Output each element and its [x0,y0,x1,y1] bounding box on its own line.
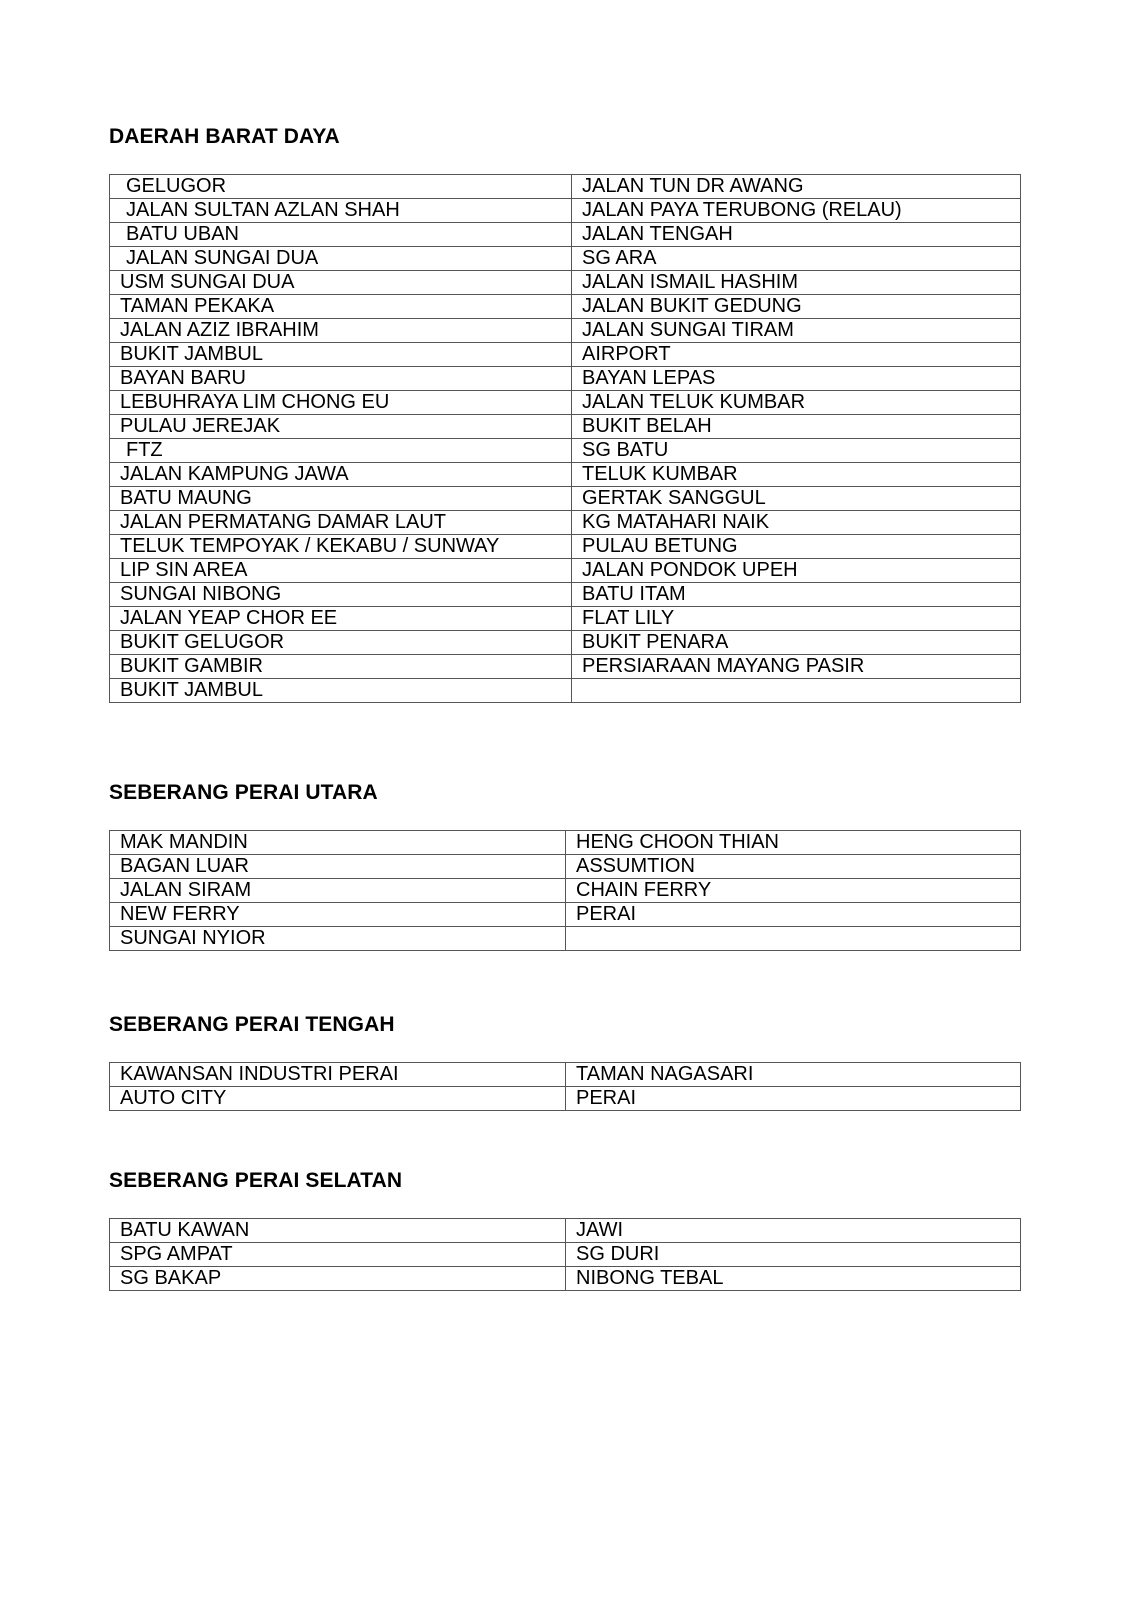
table-row [110,559,1021,583]
area-cell-right: JALAN ISMAIL HASHIM [572,271,1021,295]
area-cell-left: JALAN KAMPUNG JAWA [110,463,572,487]
area-cell-left: BATU UBAN [110,223,572,247]
area-table [109,174,1021,703]
area-cell-right: JALAN TUN DR AWANG [572,175,1021,199]
area-cell-right: PERSIARAAN MAYANG PASIR [572,655,1021,679]
area-cell-right: PERAI [566,903,1021,927]
area-cell-right: FLAT LILY [572,607,1021,631]
table-row [110,583,1021,607]
area-cell-right: JALAN SUNGAI TIRAM [572,319,1021,343]
area-cell-left: JALAN AZIZ IBRAHIM [110,319,572,343]
area-cell-left: BUKIT GELUGOR [110,631,572,655]
table-row [110,879,1021,903]
area-cell-left: GELUGOR [110,175,572,199]
table-row [110,927,1021,951]
area-cell-right: GERTAK SANGGUL [572,487,1021,511]
table-row [110,223,1021,247]
area-cell-left: KAWANSAN INDUSTRI PERAI [110,1063,566,1087]
area-cell-right: JALAN TENGAH [572,223,1021,247]
area-cell-right: PERAI [566,1087,1021,1111]
area-cell-left: JALAN SULTAN AZLAN SHAH [110,199,572,223]
area-cell-right: JALAN BUKIT GEDUNG [572,295,1021,319]
area-cell-left: BUKIT JAMBUL [110,679,572,703]
area-table [109,1062,1021,1111]
area-cell-right: BUKIT BELAH [572,415,1021,439]
section-seberang-perai-utara [109,780,1021,951]
table-row [110,487,1021,511]
section-title: SEBERANG PERAI SELATAN [109,1169,403,1192]
section-seberang-perai-tengah [109,1012,1021,1111]
area-cell-left: BUKIT GAMBIR [110,655,572,679]
table-row [110,319,1021,343]
area-cell-left: SUNGAI NIBONG [110,583,572,607]
table-row [110,391,1021,415]
table-row [110,367,1021,391]
area-cell-left: AUTO CITY [110,1087,566,1111]
area-cell-right: TELUK KUMBAR [572,463,1021,487]
table-row [110,855,1021,879]
area-cell-right: HENG CHOON THIAN [566,831,1021,855]
section-seberang-perai-selatan [109,1168,1021,1291]
table-row [110,1243,1021,1267]
table-row [110,1087,1021,1111]
area-cell-right: CHAIN FERRY [566,879,1021,903]
area-cell-left: TAMAN PEKAKA [110,295,572,319]
area-cell-left: JALAN SIRAM [110,879,566,903]
area-cell-left: PULAU JEREJAK [110,415,572,439]
area-cell-left: NEW FERRY [110,903,566,927]
table-row [110,607,1021,631]
table-row [110,175,1021,199]
table-row [110,199,1021,223]
area-cell-right: JALAN TELUK KUMBAR [572,391,1021,415]
table-row [110,655,1021,679]
area-cell-right: SG ARA [572,247,1021,271]
area-cell-right [572,679,1021,703]
area-cell-right: JALAN PAYA TERUBONG (RELAU) [572,199,1021,223]
section-daerah-barat-daya [109,124,1021,703]
area-cell-left: SUNGAI NYIOR [110,927,566,951]
table-row [110,831,1021,855]
area-cell-right: NIBONG TEBAL [566,1267,1021,1291]
area-cell-left: USM SUNGAI DUA [110,271,572,295]
area-cell-right: BAYAN LEPAS [572,367,1021,391]
section-title: SEBERANG PERAI UTARA [109,781,378,804]
area-cell-left: BATU MAUNG [110,487,572,511]
table-row [110,415,1021,439]
area-cell-right: BATU ITAM [572,583,1021,607]
area-cell-left: BATU KAWAN [110,1219,566,1243]
area-cell-right: JALAN PONDOK UPEH [572,559,1021,583]
area-cell-left: SPG AMPAT [110,1243,566,1267]
table-row [110,535,1021,559]
area-cell-left: JALAN SUNGAI DUA [110,247,572,271]
table-row [110,295,1021,319]
table-row [110,1267,1021,1291]
area-cell-left: FTZ [110,439,572,463]
section-title: DAERAH BARAT DAYA [109,125,340,148]
area-cell-left: BAGAN LUAR [110,855,566,879]
table-row [110,511,1021,535]
area-cell-left: LEBUHRAYA LIM CHONG EU [110,391,572,415]
table-row [110,463,1021,487]
area-cell-left: JALAN PERMATANG DAMAR LAUT [110,511,572,535]
area-cell-right [566,927,1021,951]
table-row [110,679,1021,703]
area-cell-right: SG DURI [566,1243,1021,1267]
area-cell-right: JAWI [566,1219,1021,1243]
area-cell-left: BAYAN BARU [110,367,572,391]
table-row [110,343,1021,367]
area-cell-right: ASSUMTION [566,855,1021,879]
table-row [110,1219,1021,1243]
area-cell-right: PULAU BETUNG [572,535,1021,559]
area-table [109,830,1021,951]
table-row [110,247,1021,271]
area-cell-left: TELUK TEMPOYAK / KEKABU / SUNWAY [110,535,572,559]
area-table [109,1218,1021,1291]
area-cell-left: BUKIT JAMBUL [110,343,572,367]
area-cell-right: SG BATU [572,439,1021,463]
area-cell-right: AIRPORT [572,343,1021,367]
table-row [110,631,1021,655]
section-title: SEBERANG PERAI TENGAH [109,1013,395,1036]
table-row [110,903,1021,927]
area-cell-right: BUKIT PENARA [572,631,1021,655]
area-cell-right: KG MATAHARI NAIK [572,511,1021,535]
area-cell-left: SG BAKAP [110,1267,566,1291]
table-row [110,1063,1021,1087]
table-row [110,439,1021,463]
area-cell-right: TAMAN NAGASARI [566,1063,1021,1087]
area-cell-left: JALAN YEAP CHOR EE [110,607,572,631]
area-cell-left: MAK MANDIN [110,831,566,855]
area-cell-left: LIP SIN AREA [110,559,572,583]
table-row [110,271,1021,295]
